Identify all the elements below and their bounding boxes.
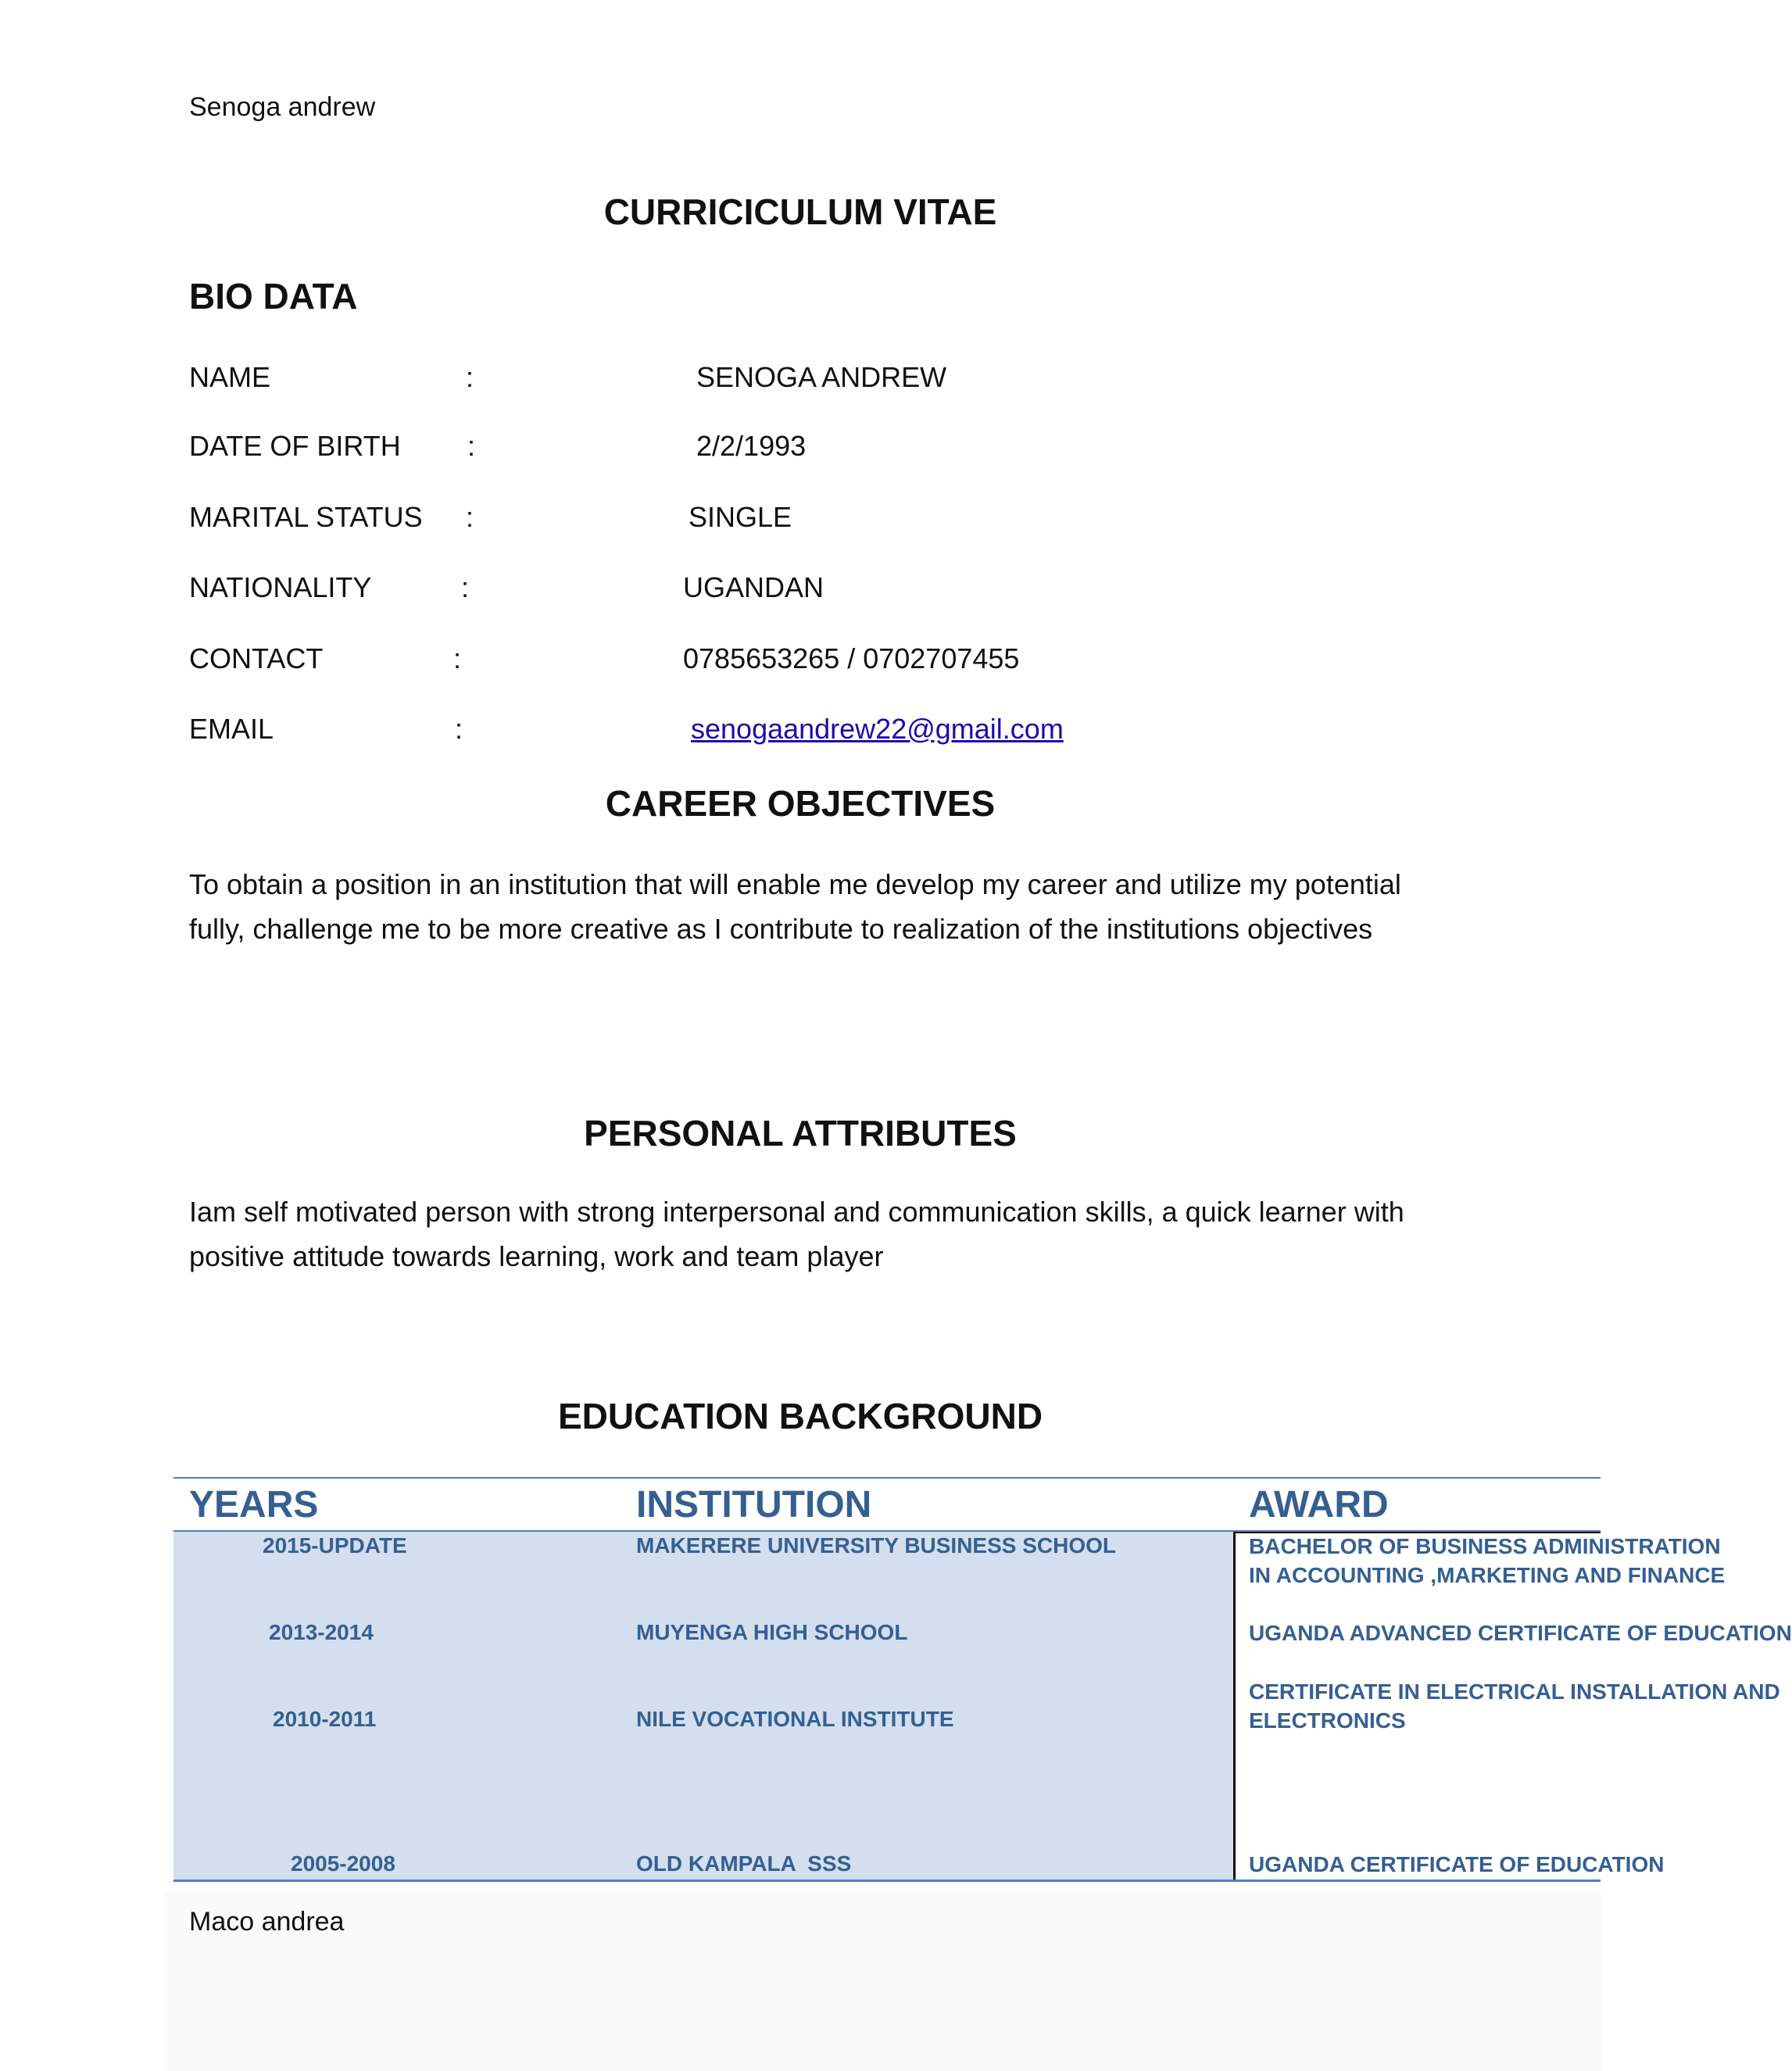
table-cell-years: 2005-2008 (291, 1851, 395, 1876)
table-cell-years: 2010-2011 (273, 1707, 377, 1731)
bio-label-dob: DATE OF BIRTH (189, 430, 401, 462)
bio-value-nationality: UGANDAN (683, 571, 824, 603)
table-cell-award (1249, 1677, 1780, 1735)
award-line: UGANDA ADVANCED CERTIFICATE OF EDUCATION (1249, 1621, 1792, 1645)
table-shaded-body (173, 1532, 1233, 1880)
column-header-institution: INSTITUTION (636, 1484, 872, 1526)
award-line: CERTIFICATE IN ELECTRICAL INSTALLATION AND (1249, 1679, 1780, 1704)
bio-colon: : (453, 642, 462, 674)
email-link[interactable]: senogaandrew22@gmail.com (691, 713, 1064, 745)
award-line: BACHELOR OF BUSINESS ADMINISTRATION (1249, 1534, 1721, 1558)
bio-value-marital-status: SINGLE (689, 501, 792, 533)
award-line: UGANDA CERTIFICATE OF EDUCATION (1249, 1852, 1665, 1876)
table-cell-institution: NILE VOCATIONAL INSTITUTE (636, 1707, 954, 1731)
table-cell-award (1249, 1850, 1665, 1879)
table-cell-institution: MUYENGA HIGH SCHOOL (636, 1620, 908, 1644)
education-background-heading: EDUCATION BACKGROUND (557, 1396, 1043, 1436)
bio-label-email: EMAIL (189, 713, 274, 745)
bio-value-dob: 2/2/1993 (696, 430, 807, 462)
document-title: CURRICICULUM VITAE (603, 191, 997, 232)
column-header-years: YEARS (189, 1484, 319, 1526)
table-cell-years: 2015-UPDATE (263, 1533, 407, 1558)
bio-label-marital-status: MARITAL STATUS (189, 501, 423, 533)
table-cell-years: 2013-2014 (269, 1620, 374, 1644)
bio-data-heading: BIO DATA (189, 276, 358, 317)
table-cell-award (1249, 1532, 1726, 1590)
page-bottom-shade (164, 1891, 1601, 2071)
bio-colon: : (461, 571, 470, 603)
bio-label-nationality: NATIONALITY (189, 571, 372, 603)
bio-label-contact: CONTACT (189, 642, 324, 674)
bio-colon: : (467, 430, 476, 462)
table-cell-institution: MAKERERE UNIVERSITY BUSINESS SCHOOL (636, 1533, 1117, 1558)
career-objectives-heading: CAREER OBJECTIVES (605, 783, 996, 824)
bio-colon: : (466, 361, 474, 393)
table-cell-award (1249, 1619, 1792, 1647)
bio-colon: : (466, 501, 474, 533)
personal-attributes-heading: PERSONAL ATTRIBUTES (584, 1113, 1017, 1154)
personal-attributes-text: Iam self motivated person with strong interpersonal and communication skills, a quick learner with positive attitude towards learning, work and team player (189, 1196, 1404, 1272)
award-line: ELECTRONICS (1249, 1708, 1406, 1733)
award-line: IN ACCOUNTING ,MARKETING AND FINANCE (1249, 1563, 1726, 1587)
education-table (173, 1477, 1792, 1881)
footer-name: Maco andrea (189, 1907, 345, 1937)
bio-colon: : (455, 713, 463, 745)
table-bottom-rule (173, 1880, 1601, 1882)
career-objectives-text: To obtain a position in an institution that will enable me develop my career and utilize my potential fully, challenge me to be more creative as I contribute to realization of the institutions objectives (189, 868, 1401, 945)
bio-value-contact: 0785653265 / 0702707455 (683, 642, 1020, 674)
column-header-award: AWARD (1249, 1484, 1389, 1526)
header-name: Senoga andrew (189, 92, 376, 122)
table-top-rule (173, 1477, 1601, 1479)
table-cell-institution: OLD KAMPALA SSS (636, 1851, 852, 1876)
bio-value-name: SENOGA ANDREW (696, 361, 947, 393)
bio-label-name: NAME (189, 361, 271, 393)
